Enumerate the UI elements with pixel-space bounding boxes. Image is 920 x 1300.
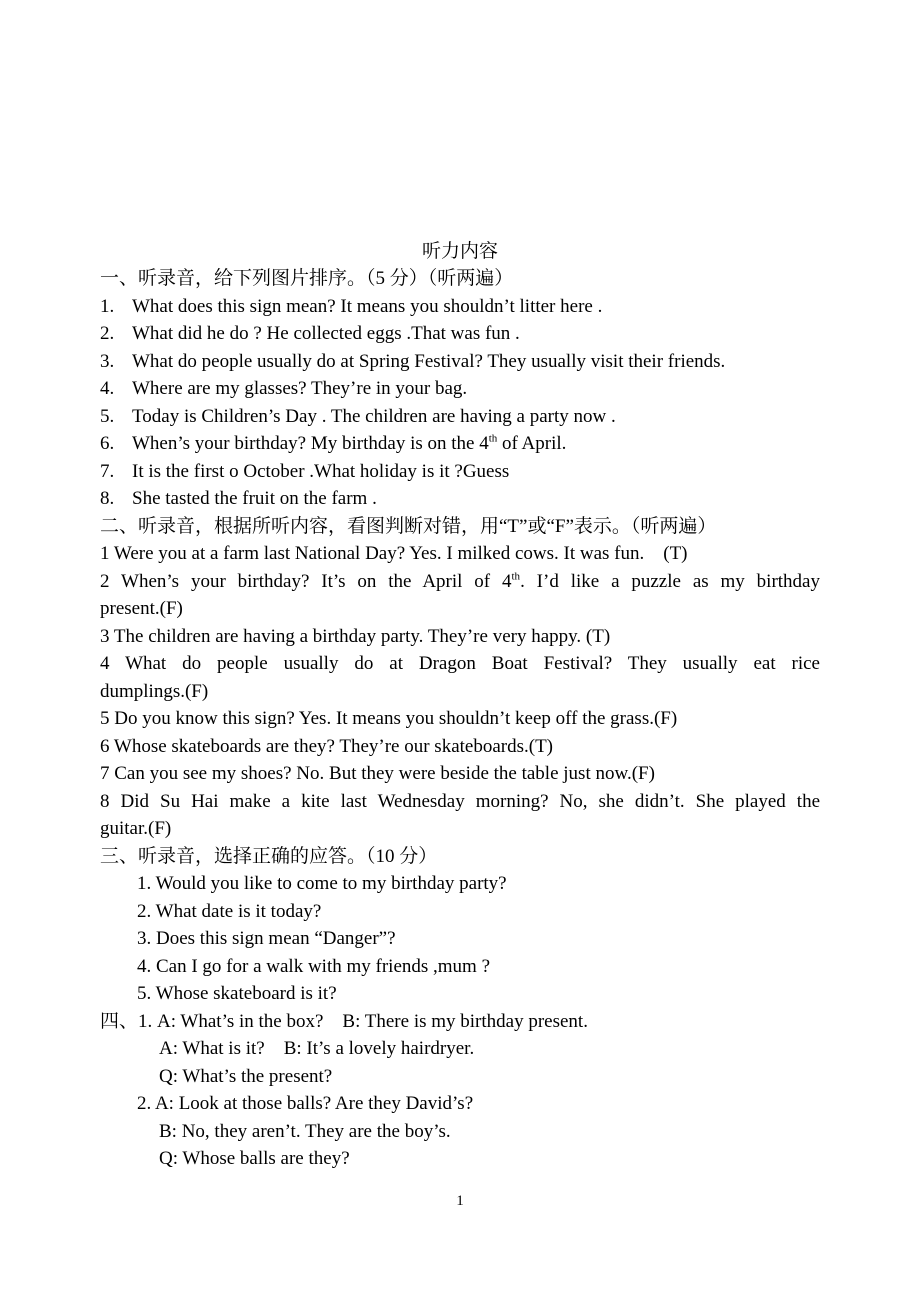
section2-item: 6 Whose skateboards are they? They’re our skateboards.(T) xyxy=(100,735,554,757)
section4-q1-line1: 四、1. A: What’s in the box? B: There is my birthday present. xyxy=(100,1010,588,1032)
page-title: 听力内容 xyxy=(421,241,498,262)
section4-q2-question: Q: Whose balls are they? xyxy=(159,1148,350,1169)
section3-item: 5. Whose skateboard is it? xyxy=(137,983,337,1004)
content-body xyxy=(100,265,820,1173)
section4-q1-line2: A: What is it? B: It’s a lovely hairdryer. xyxy=(159,1038,475,1059)
section2-item: 3 The children are having a birthday party. They’re very happy. (T) xyxy=(100,625,611,647)
section2-item: 4 What do people usually do at Dragon Boat Festival? They usually eat rice xyxy=(100,653,820,674)
section3-item: 3. Does this sign mean “Danger”? xyxy=(137,928,396,949)
section1-heading: 一、听录音，给下列图片排序。（5 分）（听两遍） xyxy=(100,268,514,289)
section1-item: 4. Where are my glasses? They’re in your bag. xyxy=(100,378,468,399)
section2-item: 8 Did Su Hai make a kite last Wednesday morning? No, she didn’t. She played the xyxy=(100,790,820,812)
section1-item: 6. When’s your birthday? My birthday is on the 4th of April. xyxy=(100,432,567,454)
section3-item: 4. Can I go for a walk with my friends ,mum ? xyxy=(137,955,491,977)
section3-item: 2. What date is it today? xyxy=(137,900,322,922)
section1-item: 8. She tasted the fruit on the farm . xyxy=(100,488,377,509)
section2-item: 5 Do you know this sign? Yes. It means you shouldn’t keep off the grass.(F) xyxy=(100,708,678,729)
section2-item-continuation: present.(F) xyxy=(100,598,183,619)
section1-item: 1. What does this sign mean? It means you shouldn’t litter here . xyxy=(100,295,603,317)
section1-item: 2. What did he do ? He collected eggs .That was fun . xyxy=(100,323,520,344)
section2-heading: 二、听录音，根据所听内容，看图判断对错，用“T”或“F”表示。（听两遍） xyxy=(100,515,717,537)
section4-prefix: 四、 xyxy=(100,1010,139,1032)
page-number: 1 xyxy=(456,1193,464,1209)
section1-item: 7. It is the first o October .What holiday is it ?Guess xyxy=(100,460,510,482)
section3-item: 1. Would you like to come to my birthday party? xyxy=(137,873,507,894)
section4-q2-line2: B: No, they aren’t. They are the boy’s. xyxy=(159,1120,451,1142)
section2-item-continuation: guitar.(F) xyxy=(100,818,172,839)
section1-item: 5. Today is Children’s Day . The children are having a party now . xyxy=(100,405,616,427)
section2-item: 7 Can you see my shoes? No. But they were beside the table just now.(F) xyxy=(100,763,655,784)
section1-item: 3. What do people usually do at Spring Festival? They usually visit their friends. xyxy=(100,350,726,372)
section2-item-continuation: dumplings.(F) xyxy=(100,680,209,702)
section2-item: 2 When’s your birthday? It’s on the April of 4th. I’d like a puzzle as my birthday xyxy=(100,570,820,592)
section4-q1-question: Q: What’s the present? xyxy=(159,1065,333,1087)
section3-heading: 三、听录音，选择正确的应答。（10 分） xyxy=(100,845,438,867)
section4-q2-line1: 2. A: Look at those balls? Are they David’s? xyxy=(137,1093,474,1114)
section2-item: 1 Were you at a farm last National Day? Yes. I milked cows. It was fun. (T) xyxy=(100,543,688,564)
